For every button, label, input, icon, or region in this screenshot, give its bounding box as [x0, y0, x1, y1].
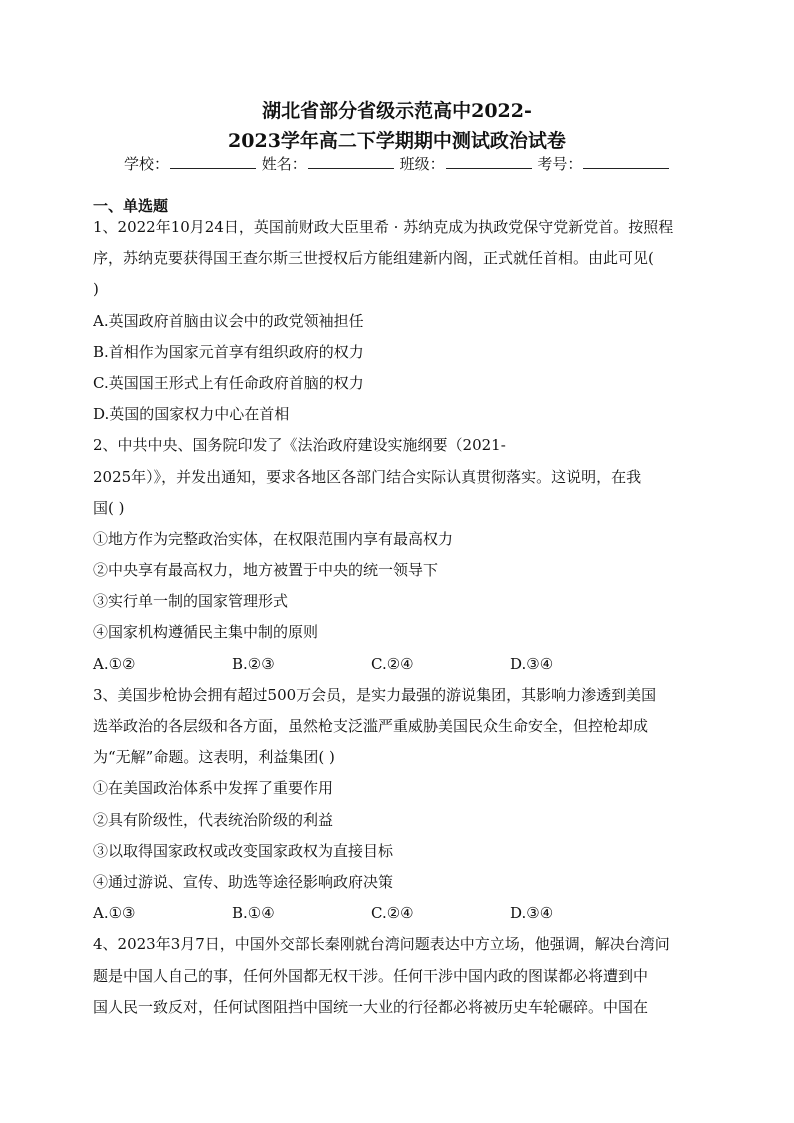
exam-number-label: 考号：	[537, 155, 583, 173]
q2-choice-c: C.②④	[371, 654, 414, 673]
q2-choice-d: D.③④	[510, 654, 554, 673]
exam-title-line1: 湖北省部分省级示范高中2022-	[262, 100, 532, 122]
q2-choice-a: A.①②	[93, 654, 136, 673]
student-info-row	[124, 153, 670, 174]
q2-statement-3: ③实行单一制的国家管理形式	[93, 592, 289, 611]
q3-statement-3: ③以取得国家政权或改变国家政权为直接目标	[93, 841, 394, 860]
q2-statement-4: ④国家机构遵循民主集中制的原则	[93, 623, 319, 642]
class-blank	[446, 154, 532, 169]
q1-option-a: A.英国政府首脑由议会中的政党领袖担任	[93, 311, 364, 330]
q3-choices	[93, 898, 705, 929]
q2-choice-b: B.②③	[232, 654, 275, 673]
q3-statement-2: ②具有阶级性，代表统治阶级的利益	[93, 810, 334, 829]
q1-stem-line: 1、2022年10月24日，英国前财政大臣里希 · 苏纳克成为执政党保守党新党首。按照程	[93, 218, 674, 236]
class-label: 班级：	[399, 155, 445, 173]
q1-option-d: D.英国的国家权力中心在首相	[93, 405, 290, 424]
question-2	[93, 430, 705, 680]
school-label: 学校：	[124, 155, 170, 173]
exam-number-blank	[583, 154, 669, 169]
exam-title-line2: 2023学年高二下学期期中测试政治试卷	[228, 130, 566, 152]
question-list	[93, 212, 705, 1023]
q2-choices	[93, 649, 705, 680]
q3-stem-line: 3、美国步枪协会拥有超过500万会员，是实力最强的游说集团，其影响力渗透到美国	[93, 685, 657, 704]
q3-statement-4: ④通过游说、宣传、助选等途径影响政府决策	[93, 872, 394, 891]
q3-choice-c: C.②④	[371, 904, 414, 923]
q2-stem-line: 2、中共中央、国务院印发了《法治政府建设实施纲要（2021-	[93, 436, 506, 455]
question-1	[93, 212, 705, 430]
q3-statement-1: ①在美国政治体系中发挥了重要作用	[93, 779, 334, 798]
q4-stem-line: 题是中国人自己的事，任何外国都无权干涉。任何干涉中国内政的图谋都必将遭到中	[93, 966, 649, 985]
q2-stem-line: 国( )	[93, 498, 125, 517]
q3-choice-a: A.①③	[93, 904, 136, 923]
q3-choice-b: B.①④	[232, 904, 275, 923]
name-blank	[308, 154, 394, 169]
q1-option-b: B.首相作为国家元首享有组织政府的权力	[93, 342, 364, 361]
q1-stem-line: )	[93, 280, 99, 299]
q3-stem-line: 选举政治的各层级和各方面，虽然枪支泛滥严重威胁美国民众生命安全，但控枪却成	[93, 717, 649, 735]
q4-stem-line: 4、2023年3月7日，中国外交部长秦刚就台湾问题表达中方立场，他强调，解决台湾问	[93, 935, 670, 954]
name-label: 姓名：	[261, 155, 307, 173]
q1-option-c: C.英国国王形式上有任命政府首脑的权力	[93, 373, 364, 392]
q2-statement-2: ②中央享有最高权力，地方被置于中央的统一领导下	[93, 561, 439, 580]
q4-stem-line: 国人民一致反对，任何试图阻挡中国统一大业的行径都必将被历史车轮碾碎。中国在	[93, 997, 649, 1016]
q3-stem-line: 为“无解”命题。这表明，利益集团( )	[93, 748, 335, 767]
question-4	[93, 929, 705, 1023]
school-blank	[170, 154, 256, 169]
section-title: 一、单选题	[93, 197, 169, 215]
q1-stem-line: 序，苏纳克要获得国王查尔斯三世授权后方能组建新内阁，正式就任首相。由此可见(	[93, 249, 654, 268]
q2-statement-1: ①地方作为完整政治实体，在权限范围内享有最高权力	[93, 529, 454, 548]
question-3	[93, 680, 705, 930]
q3-choice-d: D.③④	[510, 904, 554, 923]
q2-stem-line: 2025年）》，并发出通知，要求各地区各部门结合实际认真贯彻落实。这说明，在我	[93, 467, 642, 486]
